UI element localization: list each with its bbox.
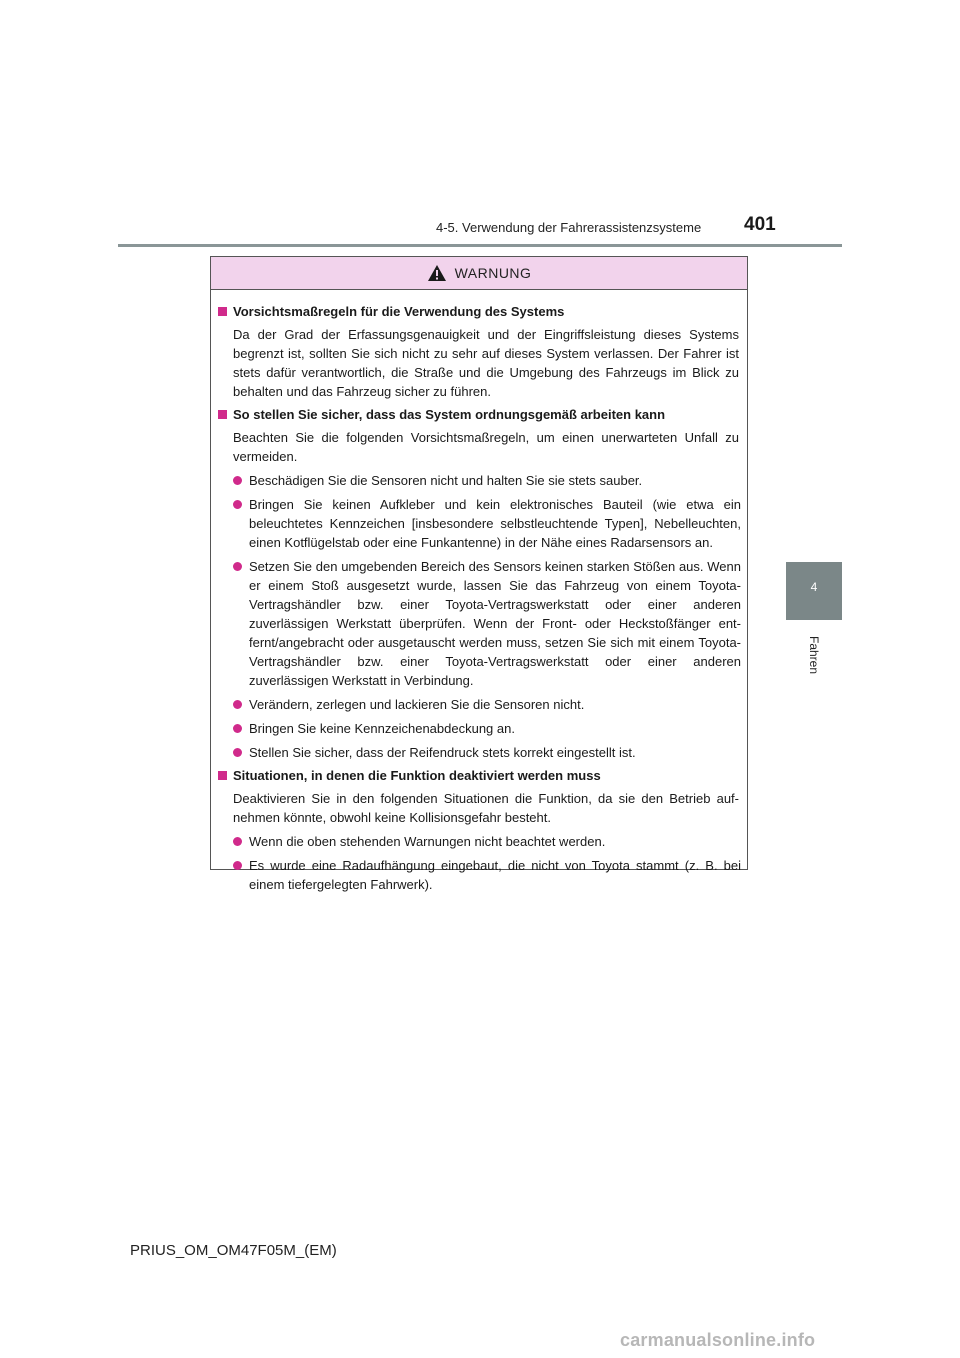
list-item: [217, 557, 741, 690]
chapter-tab-number: 4: [810, 580, 818, 594]
list-item-text: Bringen Sie keinen Aufkleber und kein elektronisches Bauteil (wie etwa ein beleuchtetes Kennzeichen [insbesondere selbstleuchtende Typen], Nebelleuchten, einen Kotflügelstab oder eine Funkantenne) in der Nähe eines Radarsensors an.: [249, 497, 741, 550]
list-item: [217, 856, 741, 894]
round-bullet-icon: [233, 700, 242, 709]
document-code: PRIUS_OM_OM47F05M_(EM): [130, 1242, 337, 1259]
list-item-text: Bringen Sie keine Kennzeichenabdeckung an.: [249, 721, 515, 736]
list-item: [217, 832, 741, 851]
square-bullet-icon: [218, 771, 227, 780]
warning-section: [217, 767, 741, 894]
list-item: [217, 495, 741, 552]
round-bullet-icon: [233, 861, 242, 870]
list-item-text: Beschädigen Sie die Sensoren nicht und halten Sie sie stets sauber.: [249, 473, 643, 488]
round-bullet-icon: [233, 476, 242, 485]
list-item: [217, 743, 741, 762]
header-divider: [118, 244, 842, 247]
round-bullet-icon: [233, 837, 242, 846]
list-item-text: Es wurde eine Radaufhängung eingebaut, die nicht von Toyota stammt (z. B. bei einem tiefergelegten Fahrwerk).: [249, 858, 741, 892]
section-paragraph: Deaktivieren Sie in den folgenden Situationen die Funktion, da sie den Betrieb auf-nehmen könnte, obwohl keine Kollisionsgefahr besteht.: [233, 791, 739, 825]
section-title: [217, 303, 741, 321]
square-bullet-icon: [218, 307, 227, 316]
list-item-text: Verändern, zerlegen und lackieren Sie die Sensoren nicht.: [249, 697, 585, 712]
section-paragraph: Beachten Sie die folgenden Vorsichtsmaßregeln, um einen unerwarteten Unfall zu vermeiden.: [233, 430, 739, 464]
page-number: 401: [744, 214, 776, 235]
warning-box: [210, 256, 748, 892]
list-item-text: Wenn die oben stehenden Warnungen nicht beachtet werden.: [249, 834, 606, 849]
section-title-text: Situationen, in denen die Funktion deaktiviert werden muss: [233, 768, 601, 783]
list-item: [217, 695, 741, 714]
round-bullet-icon: [233, 562, 242, 571]
chapter-tab-label: Fahren: [807, 635, 821, 675]
warning-section: [217, 303, 741, 401]
section-title-text: Vorsichtsmaßregeln für die Verwendung des Systems: [233, 304, 565, 319]
chapter-tab: [786, 562, 842, 620]
warning-header: [211, 257, 747, 290]
warning-section: [217, 406, 741, 762]
watermark: carmanualsonline.info: [620, 1330, 816, 1350]
round-bullet-icon: [233, 748, 242, 757]
warning-title: WARNUNG: [454, 265, 532, 281]
list-item-text: Setzen Sie den umgebenden Bereich des Sensors keinen starken Stößen aus. Wenn er einem Stoß ausgesetzt wurde, lassen Sie das Fahrzeug von einem Toyota-Vertragshändler bzw. einer Toyota-Vertragswerkstatt oder einer anderen zuverlässigen Werkstatt überprüfen. Wenn der Front- oder Heckstoßfänger ent-fernt/angebracht oder ausgetauscht werden muss, setzen Sie sich mit einem Toyota-Vertragshändler bzw. einer Toyota-Vertragswerkstatt oder einer anderen zuverlässigen Werkstatt in Verbindung.: [249, 559, 741, 688]
section-heading: 4-5. Verwendung der Fahrerassistenzsysteme: [436, 220, 702, 235]
chapter-tab-label-wrap: [788, 630, 840, 680]
section-title-text: So stellen Sie sicher, dass das System ordnungsgemäß arbeiten kann: [233, 407, 666, 422]
warning-body: [211, 290, 747, 894]
list-item: [217, 471, 741, 490]
round-bullet-icon: [233, 500, 242, 509]
section-title: [217, 767, 741, 785]
round-bullet-icon: [233, 724, 242, 733]
list-item-text: Stellen Sie sicher, dass der Reifendruck stets korrekt eingestellt ist.: [249, 745, 636, 760]
list-item: [217, 719, 741, 738]
section-paragraph: Da der Grad der Erfassungsgenauigkeit und der Eingriffsleistung dieses Systems begrenzt ist, sollten Sie sich nicht zu sehr auf dieses System verlassen. Der Fahrer ist stets dafür verantwortlich, die Straße und die Umgebung des Fahrzeugs im Blick zu behalten und das Fahrzeug sicher zu führen.: [233, 327, 739, 399]
square-bullet-icon: [218, 410, 227, 419]
section-title: [217, 406, 741, 424]
warning-triangle-icon: [427, 264, 447, 282]
